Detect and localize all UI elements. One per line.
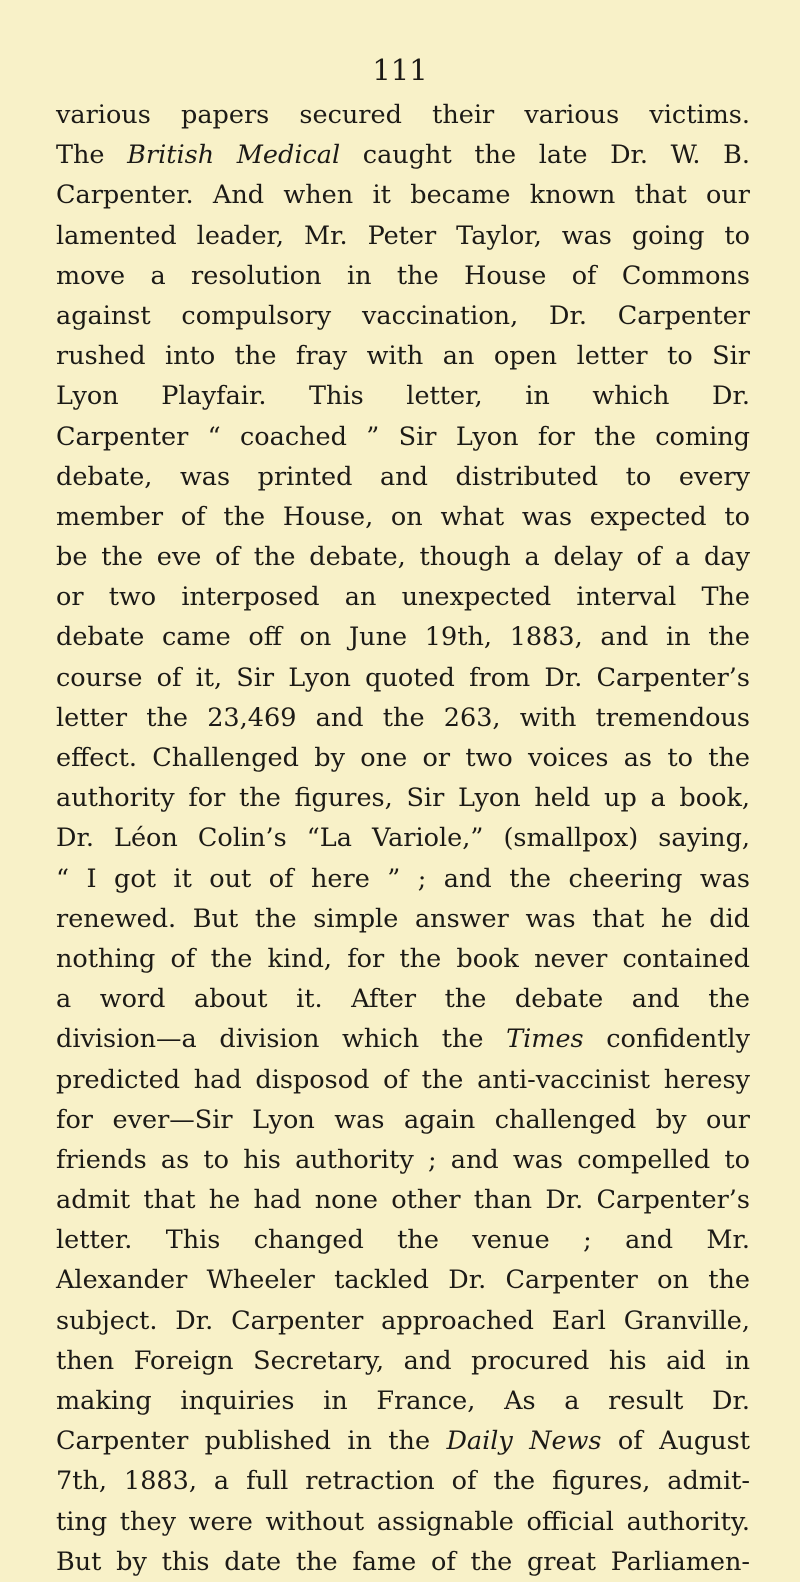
text-run: rushed into the fray with an open letter to Sir bbox=[56, 341, 750, 372]
text-line bbox=[56, 979, 750, 1019]
text-line bbox=[56, 497, 750, 537]
text-line bbox=[56, 1542, 750, 1582]
text-run: admit that he had none other than Dr. Carpenter’s bbox=[56, 1185, 750, 1216]
text-run: division—a division which the bbox=[56, 1024, 507, 1055]
text-run: effect. Challenged by one or two voices as to the bbox=[56, 743, 750, 773]
text-run: Carpenter. And when it became known that our bbox=[56, 180, 750, 211]
text-line bbox=[56, 1100, 750, 1140]
text-line bbox=[56, 135, 750, 175]
text-run: But by this date the fame of the great Parliamen- bbox=[56, 1546, 750, 1577]
text-line bbox=[56, 256, 750, 296]
text-line bbox=[56, 577, 750, 617]
text-run: lamented leader, Mr. Peter Taylor, was going to bbox=[56, 220, 750, 251]
text-run: debate came off on June 19th, 1883, and in the bbox=[56, 622, 750, 653]
text-line bbox=[56, 457, 750, 497]
text-line bbox=[56, 417, 750, 457]
text-run: or two interposed an unexpected interval The bbox=[56, 582, 750, 613]
text-line bbox=[56, 859, 750, 899]
text-run: The bbox=[56, 140, 128, 171]
text-run: letter the 23,469 and the 263, with tremendous bbox=[56, 702, 750, 733]
text-line bbox=[56, 658, 750, 698]
text-run: for ever—Sir Lyon was again challenged by our bbox=[56, 1104, 750, 1135]
text-line bbox=[56, 1180, 750, 1220]
text-run: ting they were without assignable official authority. bbox=[56, 1506, 750, 1537]
text-line bbox=[56, 778, 750, 818]
text-line bbox=[56, 1260, 750, 1300]
text-line bbox=[56, 1421, 750, 1461]
text-line bbox=[56, 698, 750, 738]
text-run: Carpenter “ coached ” Sir Lyon for the coming bbox=[56, 421, 750, 452]
italic-title: Daily News bbox=[446, 1426, 602, 1457]
text-line bbox=[56, 1341, 750, 1381]
text-run: of August bbox=[601, 1426, 751, 1457]
italic-title: British Medical bbox=[127, 140, 341, 171]
text-run: making inquiries in France, As a result Dr. bbox=[56, 1386, 750, 1416]
text-run: Lyon Playfair. This letter, in which Dr. bbox=[56, 381, 750, 412]
text-line bbox=[56, 1060, 750, 1100]
text-run: various papers secured their various victims. bbox=[56, 100, 750, 130]
text-run: member of the House, on what was expected to bbox=[56, 501, 750, 532]
text-run: be the eve of the debate, though a delay of a day bbox=[56, 542, 750, 573]
text-run: Carpenter published in the bbox=[56, 1426, 447, 1457]
text-run: debate, was printed and distributed to every bbox=[56, 461, 750, 492]
text-run: predicted had disposod of the anti-vaccinist heresy bbox=[56, 1064, 750, 1095]
italic-title: Times bbox=[506, 1024, 584, 1055]
text-run: Dr. Léon Colin’s “La Variole,” (smallpox) saying, bbox=[56, 823, 750, 854]
text-line bbox=[56, 1502, 750, 1542]
text-run: caught the late Dr. W. B. bbox=[340, 140, 750, 171]
text-line bbox=[56, 1381, 750, 1421]
text-run: against compulsory vaccination, Dr. Carpenter bbox=[56, 300, 750, 331]
text-line bbox=[56, 376, 750, 416]
text-run: renewed. But the simple answer was that he did bbox=[56, 903, 750, 934]
text-line bbox=[56, 899, 750, 939]
text-line bbox=[56, 818, 750, 858]
text-run: friends as to his authority ; and was compelled to bbox=[56, 1144, 750, 1175]
text-line bbox=[56, 1461, 750, 1501]
text-run: letter. This changed the venue ; and Mr. bbox=[56, 1225, 750, 1256]
text-line bbox=[56, 537, 750, 577]
text-line bbox=[56, 1140, 750, 1180]
text-line bbox=[56, 617, 750, 657]
text-line bbox=[56, 95, 750, 135]
text-line bbox=[56, 175, 750, 215]
text-line bbox=[56, 1220, 750, 1260]
text-run: 7th, 1883, a full retraction of the figures, admit- bbox=[56, 1466, 750, 1497]
page-number: 111 bbox=[372, 53, 428, 87]
text-line bbox=[56, 296, 750, 336]
text-line bbox=[56, 336, 750, 376]
text-run: Alexander Wheeler tackled Dr. Carpenter on the bbox=[56, 1265, 750, 1296]
text-run: confidently bbox=[583, 1024, 750, 1055]
text-run: nothing of the kind, for the book never contained bbox=[56, 943, 750, 974]
body-text bbox=[56, 95, 750, 1582]
text-run: move a resolution in the House of Commons bbox=[56, 260, 750, 291]
text-line bbox=[56, 738, 750, 778]
text-run: a word about it. After the debate and the bbox=[56, 984, 750, 1015]
text-line bbox=[56, 1301, 750, 1341]
text-run: “ I got it out of here ” ; and the cheering was bbox=[56, 863, 750, 894]
text-run: subject. Dr. Carpenter approached Earl Granville, bbox=[56, 1305, 750, 1336]
text-line bbox=[56, 939, 750, 979]
text-run: then Foreign Secretary, and procured his aid in bbox=[56, 1345, 750, 1376]
text-run: course of it, Sir Lyon quoted from Dr. Carpenter’s bbox=[56, 662, 750, 693]
text-line bbox=[56, 1019, 750, 1059]
text-run: authority for the figures, Sir Lyon held up a book, bbox=[56, 783, 750, 814]
text-line bbox=[56, 216, 750, 256]
